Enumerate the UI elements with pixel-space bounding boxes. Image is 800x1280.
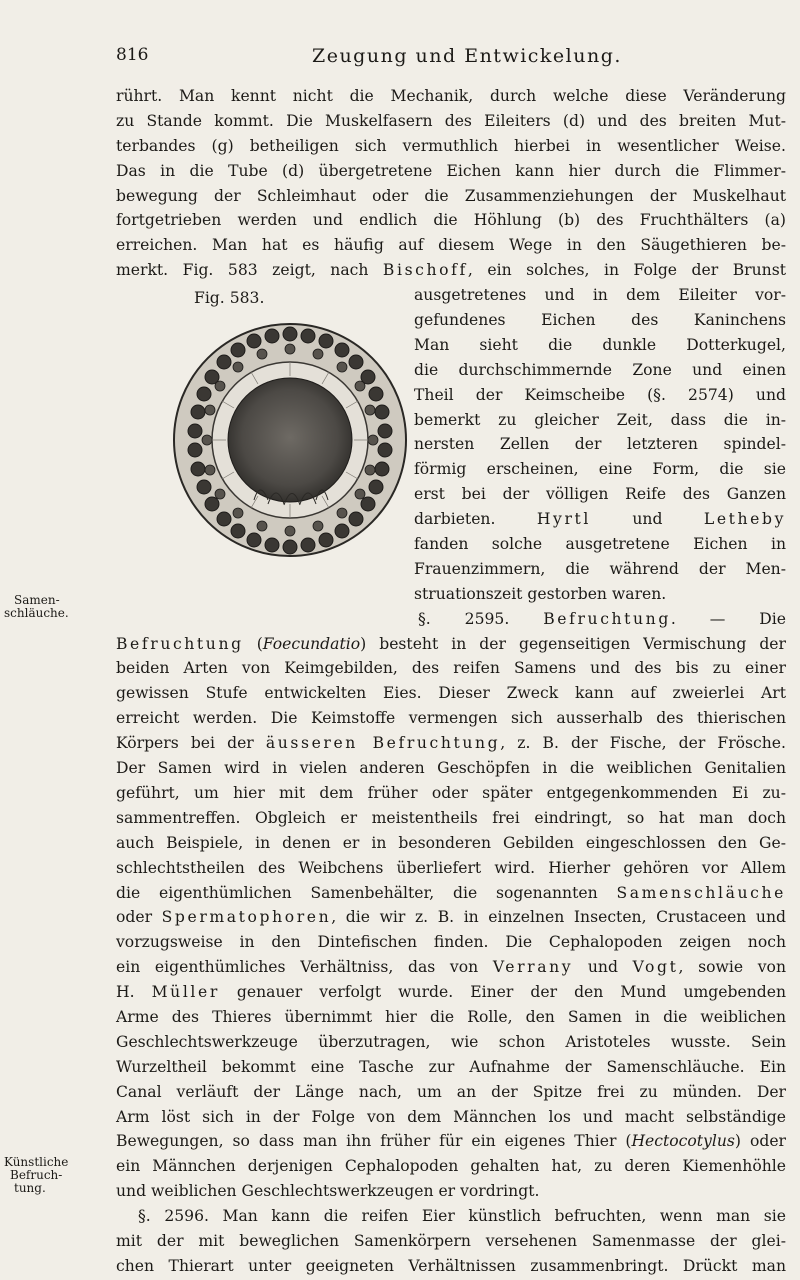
text-span: , die wir z. B. in einzelnen Insecten, Crustaceen und — [331, 908, 786, 927]
text-span: , ein solches, in Folge der Brunst — [467, 261, 786, 280]
text-line: fanden solche ausgetretene Eichen in — [414, 535, 786, 554]
text-span: ) oder — [734, 1132, 787, 1151]
text-span: oder — [116, 908, 162, 927]
margin-note-line: Befruch- — [10, 1168, 63, 1182]
text-line: Theil der Keimscheibe (§. 2574) und — [414, 385, 786, 404]
margin-note-line: tung. — [14, 1181, 46, 1195]
text-line: gefundenes Eichen des Kaninchens — [414, 311, 786, 330]
text-line: Arm löst sich in der Folge von dem Männchen los und macht selbständige — [116, 1107, 786, 1126]
author-name: Müller — [151, 983, 220, 1002]
text-line: erreicht werden. Die Keimstoffe vermengen sich ausserhalb des thierischen — [116, 709, 786, 728]
section-2596-line: §. 2596. Man kann die reifen Eier künstlich befruchten, wenn man sie — [138, 1207, 786, 1226]
term: Befruchtung — [116, 634, 244, 653]
text-span: . — Die — [670, 609, 787, 628]
text-span: ein eigenthümliches Verhältniss, das von — [116, 958, 493, 977]
text-line: vorzugsweise in den Dintefischen finden. Die Cephalopoden zeigen noch — [116, 933, 786, 952]
text-span: Bewegungen, so dass man ihn früher für ein eigenes Thier ( — [116, 1132, 632, 1151]
text-line: die durchschimmernde Zone und einen — [414, 360, 786, 379]
text-span: ( — [243, 634, 263, 653]
text-span: , sowie von — [678, 958, 786, 977]
text-line: bewegung der Schleimhaut oder die Zusammenziehungen der Muskelhaut — [116, 186, 786, 205]
text-line — [116, 1129, 786, 1154]
text-line: nersten Zellen der letzteren spindel- — [414, 435, 786, 454]
text-line: fortgetrieben werden und endlich die Höhlung (b) des Fruchthälters (a) — [116, 211, 786, 230]
text-span: , z. B. der Fische, der Frösche. — [500, 734, 786, 753]
text-span: Körpers bei der — [116, 734, 266, 753]
text-line: Der Samen wird in vielen anderen Geschöpfen in die weiblichen Genitalien — [116, 759, 786, 778]
body-text — [116, 84, 786, 1279]
margin-note-line: Künstliche — [4, 1155, 69, 1169]
text-span: und — [590, 510, 704, 529]
latin-term: Hectocotylus — [631, 1132, 735, 1151]
text-line: terbandes (g) betheiligen sich vermuthlich hierbei in wesentlicher Weise. — [116, 136, 786, 155]
section-heading-2595 — [414, 607, 786, 632]
text-span: und — [573, 958, 633, 977]
text-line: rührt. Man kennt nicht die Mechanik, durch welche diese Veränderung — [116, 87, 786, 105]
text-line: Das in die Tube (d) übergetretene Eichen kann hier durch die Flimmer- — [116, 161, 786, 180]
text-span: darbieten. — [414, 510, 537, 529]
text-line — [116, 258, 786, 283]
text-line: förmig erscheinen, eine Form, die sie — [414, 460, 786, 479]
text-line — [116, 955, 786, 980]
text-line: Frauenzimmern, die während der Men- — [414, 559, 786, 578]
term: Samenschläuche — [616, 883, 786, 902]
text-line: Wurzeltheil bekommt eine Tasche zur Aufnahme der Samenschläuche. Ein — [116, 1057, 786, 1076]
text-line: bemerkt zu gleicher Zeit, dass die in- — [414, 410, 786, 429]
term: äusseren Befruchtung — [265, 734, 501, 753]
text-line: Geschlechtswerkzeuge überzutragen, wie schon Aristoteles wusste. Sein — [116, 1032, 786, 1051]
margin-note-line: Samen- — [14, 593, 60, 607]
text-line: gewissen Stufe entwickelten Eies. Dieser Zweck kann auf zweierlei Art — [116, 684, 786, 703]
text-line: sammentreffen. Obgleich er meistentheils frei eindringt, so hat man doch — [116, 808, 786, 827]
text-line: chen Thierart unter geeigneten Verhältnissen zusammenbringt. Drückt man — [116, 1256, 786, 1275]
text-line — [116, 905, 786, 930]
text-span: H. — [116, 983, 152, 1002]
text-line: struationszeit gestorben waren. — [414, 584, 667, 603]
text-line: ausgetretenes und in dem Eileiter vor- — [414, 286, 786, 305]
page-header — [116, 45, 786, 69]
text-line: erreichen. Man hat es häufig auf diesem Wege in den Säugethieren be- — [116, 236, 786, 255]
text-line: Canal verläuft der Länge nach, um an der Spitze frei zu münden. Der — [116, 1082, 786, 1101]
text-line — [116, 980, 786, 1005]
text-line: und weiblichen Geschlechtswerkzeugen er vordringt. — [116, 1182, 540, 1201]
latin-term: Foecundatio — [262, 634, 361, 653]
author-name: Hyrtl — [536, 510, 591, 529]
text-line: auch Beispiele, in denen er in besonderen Gebilden eingeschlossen den Ge- — [116, 833, 786, 852]
text-line: geführt, um hier mit dem früher oder später entgegenkommenden Ei zu- — [116, 783, 786, 802]
text-span: genauer verfolgt wurde. Einer der den Mund umgebenden — [219, 983, 786, 1002]
text-line: erst bei der völligen Reife des Ganzen — [414, 485, 786, 504]
text-line: schlechtstheilen des Weibchens überliefert wird. Hierher gehören vor Allem — [116, 858, 786, 877]
running-head: Zeugung und Entwickelung. — [312, 45, 622, 67]
text-line — [116, 881, 786, 906]
text-span: merkt. Fig. 583 zeigt, nach — [116, 261, 383, 280]
author-name: Verrany — [492, 958, 574, 977]
text-line — [414, 507, 786, 532]
text-line: mit der mit beweglichen Samenkörpern versehenen Samenmasse der glei- — [116, 1231, 786, 1250]
page-number: 816 — [116, 45, 149, 65]
margin-note-kuenstliche-befruchtung — [4, 1156, 104, 1195]
text-line: ein Männchen derjenigen Cephalopoden gehalten hat, zu deren Kiemenhöhle — [116, 1157, 786, 1176]
margin-note-line: schläuche. — [4, 606, 69, 620]
text-span: die eigenthümlichen Samenbehälter, die sogenannten — [116, 883, 617, 902]
text-line: Arme des Thieres übernimmt hier die Rolle, den Samen in die weiblichen — [116, 1007, 786, 1026]
text-line — [116, 632, 786, 657]
margin-note-samenschlaeuche — [4, 594, 104, 620]
section-number: §. 2595. — [418, 609, 544, 628]
text-span: ) besteht in der gegenseitigen Vermischung der — [360, 634, 786, 653]
text-line: beiden Arten von Keimgebilden, des reifen Samens und des bis zu einer — [116, 659, 786, 678]
author-name: Bischoff — [382, 261, 468, 280]
text-line — [116, 731, 786, 756]
figure-label: Fig. 583. — [194, 289, 265, 307]
text-line: zu Stande kommt. Die Muskelfasern des Eileiters (d) und des breiten Mut- — [116, 111, 786, 130]
text-line: Man sieht die dunkle Dotterkugel, — [414, 335, 786, 354]
term: Spermatophoren — [161, 908, 332, 927]
author-name: Vogt — [632, 958, 679, 977]
author-name: Letheby — [703, 510, 786, 529]
section-title: Befruchtung — [543, 609, 671, 628]
